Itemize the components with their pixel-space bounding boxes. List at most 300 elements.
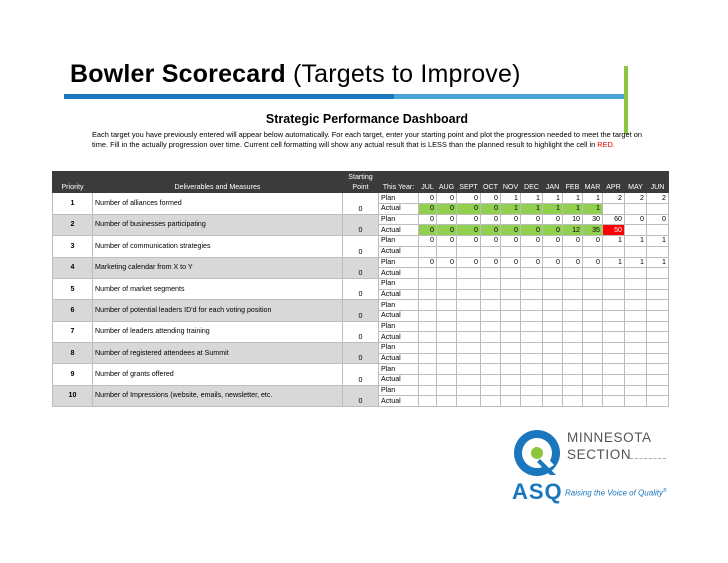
starting-point-cell: 0 (343, 300, 379, 321)
actual-value-cell (419, 268, 437, 279)
hdr-blank (379, 172, 669, 183)
plan-value-cell: 1 (563, 193, 583, 204)
plan-value-cell (437, 321, 457, 332)
priority-cell: 5 (53, 278, 93, 299)
table-row-plan (53, 278, 669, 289)
actual-value-cell (647, 204, 669, 215)
actual-value-cell (603, 246, 625, 257)
plan-value-cell (481, 385, 501, 396)
actual-value-cell: 0 (543, 225, 563, 236)
deliverable-cell: Number of alliances formed (93, 193, 343, 214)
plan-value-cell (603, 385, 625, 396)
plan-value-cell (481, 343, 501, 354)
actual-value-cell: 1 (543, 204, 563, 215)
actual-value-cell (603, 375, 625, 386)
actual-value-cell (437, 310, 457, 321)
actual-value-cell (603, 310, 625, 321)
plan-value-cell (647, 278, 669, 289)
hdr-month: SEPT (457, 182, 481, 193)
plan-value-cell: 0 (419, 236, 437, 247)
actual-value-cell (543, 289, 563, 300)
plan-label: Plan (379, 364, 419, 375)
logo-tagline (565, 488, 667, 498)
actual-value-cell (457, 268, 481, 279)
plan-value-cell (437, 385, 457, 396)
plan-value-cell: 0 (647, 214, 669, 225)
plan-value-cell: 0 (481, 193, 501, 204)
actual-value-cell (521, 375, 543, 386)
actual-label: Actual (379, 396, 419, 407)
starting-point-cell: 0 (343, 385, 379, 406)
plan-value-cell (625, 278, 647, 289)
plan-value-cell (457, 321, 481, 332)
plan-label: Plan (379, 300, 419, 311)
actual-value-cell (481, 289, 501, 300)
plan-value-cell (563, 300, 583, 311)
plan-value-cell: 0 (625, 214, 647, 225)
starting-point-cell: 0 (343, 193, 379, 214)
plan-value-cell (563, 364, 583, 375)
actual-value-cell (563, 246, 583, 257)
actual-value-cell (457, 310, 481, 321)
asq-logo (510, 425, 690, 505)
asq-abbr: ASQ (512, 479, 563, 504)
plan-value-cell (501, 364, 521, 375)
plan-value-cell (647, 385, 669, 396)
plan-value-cell (583, 300, 603, 311)
deliverable-cell: Number of Impressions (website, emails, newsletter, etc. (93, 385, 343, 406)
actual-value-cell (481, 332, 501, 343)
plan-value-cell (419, 278, 437, 289)
plan-value-cell (419, 300, 437, 311)
actual-value-cell (437, 396, 457, 407)
starting-point-cell: 0 (343, 321, 379, 342)
actual-value-cell (457, 375, 481, 386)
underline-lightblue (394, 94, 624, 99)
starting-point-cell: 0 (343, 214, 379, 235)
actual-label: Actual (379, 310, 419, 321)
actual-value-cell (647, 353, 669, 364)
plan-value-cell: 0 (481, 236, 501, 247)
table-row-plan (53, 214, 669, 225)
starting-point-cell: 0 (343, 364, 379, 385)
plan-value-cell (501, 385, 521, 396)
hdr-this-year: This Year: (379, 182, 419, 193)
plan-value-cell (543, 385, 563, 396)
title-bold: Bowler Scorecard (70, 60, 286, 88)
actual-value-cell (647, 268, 669, 279)
plan-value-cell: 0 (583, 236, 603, 247)
actual-label: Actual (379, 204, 419, 215)
plan-value-cell: 0 (437, 214, 457, 225)
plan-value-cell (501, 278, 521, 289)
actual-value-cell (419, 246, 437, 257)
actual-value-cell (563, 396, 583, 407)
plan-value-cell (419, 385, 437, 396)
actual-value-cell (457, 353, 481, 364)
plan-value-cell: 0 (457, 236, 481, 247)
actual-value-cell (437, 289, 457, 300)
hdr-month: AUG (437, 182, 457, 193)
plan-value-cell: 0 (419, 193, 437, 204)
actual-value-cell (603, 396, 625, 407)
plan-label: Plan (379, 214, 419, 225)
actual-value-cell (647, 246, 669, 257)
plan-value-cell (563, 343, 583, 354)
hdr-month: APR (603, 182, 625, 193)
page-title (70, 60, 521, 89)
actual-value-cell: 0 (481, 225, 501, 236)
title-subtitle: (Targets to Improve) (285, 60, 521, 88)
actual-value-cell: 0 (419, 225, 437, 236)
hdr-starting: Starting (343, 172, 379, 183)
starting-point-cell: 0 (343, 278, 379, 299)
plan-value-cell (543, 300, 563, 311)
plan-value-cell (583, 278, 603, 289)
hdr-month: DEC (521, 182, 543, 193)
actual-value-cell: 0 (437, 225, 457, 236)
hdr-month: OCT (481, 182, 501, 193)
actual-value-cell (563, 310, 583, 321)
actual-value-cell (437, 246, 457, 257)
plan-value-cell: 0 (583, 257, 603, 268)
priority-cell: 6 (53, 300, 93, 321)
actual-value-cell (419, 289, 437, 300)
hdr-month: JUN (647, 182, 669, 193)
scorecard-table (52, 171, 669, 407)
actual-value-cell (501, 332, 521, 343)
plan-value-cell (419, 343, 437, 354)
plan-value-cell: 1 (647, 257, 669, 268)
hdr-month: NOV (501, 182, 521, 193)
hdr-starting-point: Point (343, 182, 379, 193)
plan-value-cell (521, 364, 543, 375)
actual-value-cell (419, 332, 437, 343)
plan-label: Plan (379, 257, 419, 268)
plan-value-cell (603, 321, 625, 332)
starting-point-cell: 0 (343, 236, 379, 257)
actual-value-cell (437, 353, 457, 364)
plan-label: Plan (379, 321, 419, 332)
plan-value-cell (543, 343, 563, 354)
plan-value-cell (481, 278, 501, 289)
plan-value-cell (457, 278, 481, 289)
priority-cell: 8 (53, 343, 93, 364)
plan-value-cell: 0 (501, 236, 521, 247)
plan-label: Plan (379, 278, 419, 289)
plan-value-cell: 0 (481, 214, 501, 225)
dashboard-sheet (52, 111, 682, 406)
plan-value-cell (647, 321, 669, 332)
actual-value-cell (583, 396, 603, 407)
actual-value-cell (501, 246, 521, 257)
plan-value-cell: 60 (603, 214, 625, 225)
plan-value-cell (647, 364, 669, 375)
actual-value-cell (625, 375, 647, 386)
actual-value-cell (543, 332, 563, 343)
plan-value-cell: 1 (625, 257, 647, 268)
plan-value-cell (521, 278, 543, 289)
actual-value-cell (543, 353, 563, 364)
actual-value-cell (481, 353, 501, 364)
plan-label: Plan (379, 343, 419, 354)
actual-value-cell: 1 (583, 204, 603, 215)
plan-value-cell (583, 385, 603, 396)
table-row-plan (53, 257, 669, 268)
actual-value-cell (625, 332, 647, 343)
actual-value-cell (603, 289, 625, 300)
plan-value-cell (457, 343, 481, 354)
hdr-deliverables: Deliverables and Measures (93, 182, 343, 193)
table-row-plan (53, 193, 669, 204)
actual-label: Actual (379, 246, 419, 257)
actual-value-cell (521, 268, 543, 279)
table-row-plan (53, 300, 669, 311)
actual-value-cell (603, 268, 625, 279)
actual-value-cell: 0 (437, 204, 457, 215)
actual-value-cell (457, 332, 481, 343)
plan-value-cell: 0 (437, 193, 457, 204)
actual-value-cell (457, 396, 481, 407)
logo-line-minnesota: MINNESOTA (567, 430, 652, 445)
plan-value-cell (457, 385, 481, 396)
actual-value-cell (419, 310, 437, 321)
plan-value-cell: 0 (457, 193, 481, 204)
plan-value-cell (543, 278, 563, 289)
underline-blue (64, 94, 394, 99)
plan-value-cell: 0 (543, 257, 563, 268)
deliverable-cell: Number of registered attendees at Summit (93, 343, 343, 364)
plan-value-cell: 0 (481, 257, 501, 268)
actual-label: Actual (379, 332, 419, 343)
actual-value-cell (647, 332, 669, 343)
plan-value-cell (481, 300, 501, 311)
plan-value-cell (543, 321, 563, 332)
deliverable-cell: Number of communication strategies (93, 236, 343, 257)
actual-value-cell: 0 (457, 225, 481, 236)
actual-label: Actual (379, 225, 419, 236)
plan-value-cell: 0 (457, 257, 481, 268)
plan-value-cell: 2 (647, 193, 669, 204)
actual-value-cell (647, 396, 669, 407)
plan-value-cell (625, 300, 647, 311)
actual-value-cell (583, 332, 603, 343)
actual-value-cell (647, 225, 669, 236)
plan-value-cell: 1 (583, 193, 603, 204)
tagline-text: Raising the Voice of Quality (565, 488, 663, 498)
actual-value-cell (437, 375, 457, 386)
actual-value-cell (481, 310, 501, 321)
plan-value-cell: 0 (457, 214, 481, 225)
logo-line-section: SECTION (567, 447, 632, 462)
actual-value-cell: 0 (501, 225, 521, 236)
plan-value-cell: 0 (543, 214, 563, 225)
actual-value-cell (419, 396, 437, 407)
plan-value-cell: 0 (419, 214, 437, 225)
priority-cell: 4 (53, 257, 93, 278)
plan-value-cell (501, 343, 521, 354)
actual-value-cell (543, 310, 563, 321)
actual-value-cell (603, 353, 625, 364)
plan-value-cell: 0 (437, 236, 457, 247)
instructions-text (92, 130, 652, 151)
actual-label: Actual (379, 268, 419, 279)
starting-point-cell: 0 (343, 343, 379, 364)
plan-value-cell (437, 278, 457, 289)
table-row-plan (53, 385, 669, 396)
deliverable-cell: Number of potential leaders ID'd for each voting position (93, 300, 343, 321)
actual-value-cell: 1 (563, 204, 583, 215)
actual-value-cell (419, 353, 437, 364)
actual-value-cell (501, 353, 521, 364)
plan-value-cell: 0 (563, 257, 583, 268)
plan-value-cell (603, 343, 625, 354)
actual-value-cell (501, 289, 521, 300)
plan-value-cell (437, 364, 457, 375)
plan-value-cell (625, 364, 647, 375)
plan-value-cell: 1 (647, 236, 669, 247)
actual-value-cell (625, 310, 647, 321)
actual-value-cell (437, 268, 457, 279)
actual-value-cell (625, 289, 647, 300)
section-dash-line (630, 458, 666, 459)
priority-cell: 1 (53, 193, 93, 214)
plan-value-cell (543, 364, 563, 375)
plan-value-cell: 30 (583, 214, 603, 225)
plan-value-cell: 0 (501, 257, 521, 268)
plan-value-cell: 10 (563, 214, 583, 225)
actual-value-cell (437, 332, 457, 343)
actual-label: Actual (379, 289, 419, 300)
plan-value-cell (625, 385, 647, 396)
plan-value-cell: 2 (603, 193, 625, 204)
priority-cell: 10 (53, 385, 93, 406)
actual-value-cell (563, 268, 583, 279)
actual-value-cell: 35 (583, 225, 603, 236)
actual-value-cell (543, 246, 563, 257)
deliverable-cell: Number of businesses participating (93, 214, 343, 235)
actual-label: Actual (379, 375, 419, 386)
actual-value-cell (543, 268, 563, 279)
table-row-plan (53, 236, 669, 247)
actual-value-cell (625, 246, 647, 257)
plan-value-cell (583, 343, 603, 354)
table-header-row (53, 182, 669, 193)
plan-value-cell (457, 300, 481, 311)
plan-value-cell (583, 321, 603, 332)
hdr-month: JAN (543, 182, 563, 193)
plan-value-cell (501, 300, 521, 311)
plan-value-cell (563, 278, 583, 289)
plan-value-cell (647, 343, 669, 354)
priority-cell: 9 (53, 364, 93, 385)
actual-value-cell (501, 310, 521, 321)
plan-value-cell (603, 278, 625, 289)
actual-value-cell (521, 396, 543, 407)
table-header-row-top (53, 172, 669, 183)
plan-value-cell (501, 321, 521, 332)
actual-value-cell (583, 353, 603, 364)
plan-value-cell (419, 321, 437, 332)
plan-value-cell (563, 321, 583, 332)
plan-value-cell: 0 (543, 236, 563, 247)
plan-value-cell: 0 (501, 214, 521, 225)
actual-value-cell (481, 268, 501, 279)
actual-value-cell (501, 396, 521, 407)
actual-value-cell (457, 246, 481, 257)
actual-value-cell (583, 289, 603, 300)
dashboard-title: Strategic Performance Dashboard (265, 112, 469, 126)
plan-value-cell: 1 (543, 193, 563, 204)
actual-value-cell (647, 289, 669, 300)
plan-value-cell (583, 364, 603, 375)
actual-value-cell: 0 (481, 204, 501, 215)
plan-label: Plan (379, 385, 419, 396)
plan-value-cell: 0 (563, 236, 583, 247)
plan-value-cell (521, 300, 543, 311)
actual-value-cell (457, 289, 481, 300)
plan-value-cell: 1 (603, 236, 625, 247)
plan-value-cell: 0 (437, 257, 457, 268)
priority-cell: 2 (53, 214, 93, 235)
table-row-plan (53, 343, 669, 354)
starting-point-cell: 0 (343, 257, 379, 278)
plan-value-cell (481, 364, 501, 375)
actual-value-cell (563, 375, 583, 386)
plan-value-cell (437, 343, 457, 354)
actual-value-cell (583, 310, 603, 321)
hdr-priority: Priority (53, 182, 93, 193)
actual-value-cell (563, 332, 583, 343)
actual-value-cell: 0 (457, 204, 481, 215)
priority-cell: 3 (53, 236, 93, 257)
instructions-main: Each target you have previously entered will appear below automatically. For each target, enter your starting point and plot the progression needed to meet the target on time. Fill in the actually progression over time. Current cell formatting will show any actual result that is LESS than the planned result to highlight the cell in (92, 130, 642, 150)
actual-value-cell: 1 (501, 204, 521, 215)
plan-label: Plan (379, 236, 419, 247)
plan-value-cell (647, 300, 669, 311)
actual-value-cell: 1 (521, 204, 543, 215)
actual-value-cell (603, 204, 625, 215)
actual-value-cell (583, 246, 603, 257)
actual-value-cell (501, 375, 521, 386)
actual-value-cell (501, 268, 521, 279)
plan-value-cell: 2 (625, 193, 647, 204)
plan-value-cell (625, 343, 647, 354)
actual-value-cell (625, 353, 647, 364)
actual-value-cell (481, 375, 501, 386)
hdr-month: MAR (583, 182, 603, 193)
actual-value-cell (563, 353, 583, 364)
plan-label: Plan (379, 193, 419, 204)
plan-value-cell: 1 (603, 257, 625, 268)
actual-value-cell (625, 396, 647, 407)
actual-value-cell (583, 375, 603, 386)
actual-value-cell (521, 353, 543, 364)
table-row-plan (53, 321, 669, 332)
table-row-plan (53, 364, 669, 375)
priority-cell: 7 (53, 321, 93, 342)
plan-value-cell: 0 (521, 257, 543, 268)
plan-value-cell (625, 321, 647, 332)
deliverable-cell: Marketing calendar from X to Y (93, 257, 343, 278)
hdr-blank (93, 172, 343, 183)
plan-value-cell (521, 385, 543, 396)
hdr-blank (53, 172, 93, 183)
actual-label: Actual (379, 353, 419, 364)
plan-value-cell (481, 321, 501, 332)
actual-value-cell (481, 246, 501, 257)
actual-value-cell (625, 204, 647, 215)
